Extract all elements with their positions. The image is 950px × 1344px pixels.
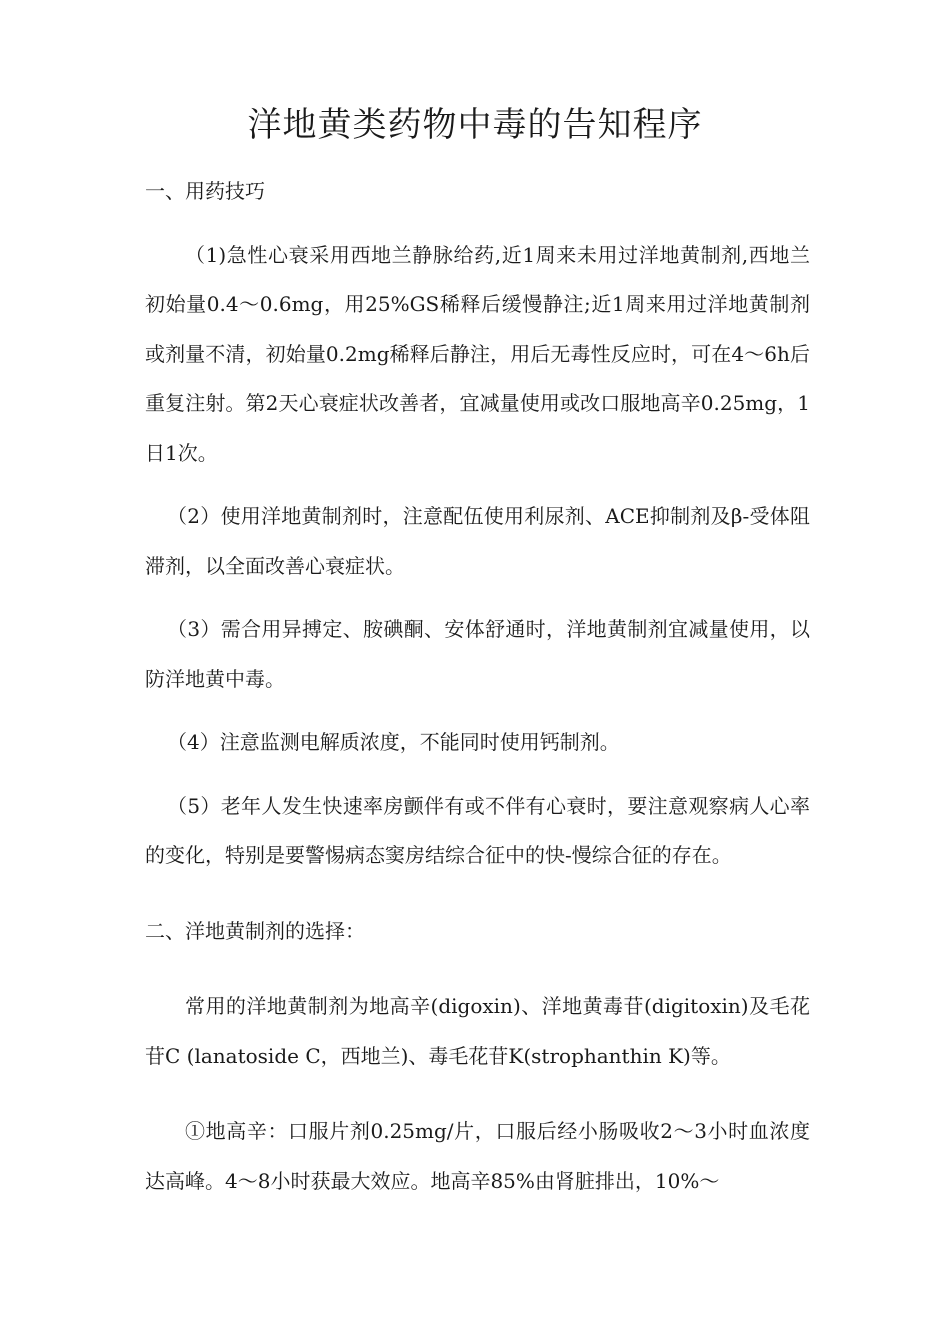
paragraph-item-3: （3）需合用异搏定、胺碘酮、安体舒通时，洋地黄制剂宜减量使用，以防洋地黄中毒。: [145, 617, 810, 691]
section-heading-preparation-choice: 二、洋地黄制剂的选择：: [145, 918, 365, 943]
document-title: 洋地黄类药物中毒的告知程序: [247, 105, 703, 145]
paragraph-common-preparations: 常用的洋地黄制剂为地高辛(digoxin)、洋地黄毒苷(digitoxin)及毛花苷C (lanatoside C，西地兰)、毒毛花苷K(strophanthin K)等。: [145, 994, 810, 1068]
paragraph-item-4: （4）注意监测电解质浓度，不能同时使用钙制剂。: [167, 730, 620, 754]
section-heading-usage-tips: 一、用药技巧: [145, 179, 265, 203]
paragraph-item-5: （5）老年人发生快速率房颤伴有或不伴有心衰时，要注意观察病人心率的变化，特别是要警惕病态窦房结综合征中的快-慢综合征的存在。: [145, 793, 810, 867]
document-body: [145, 167, 810, 1206]
paragraph-item-2: （2）使用洋地黄制剂时，注意配伍使用利尿剂、ACE抑制剂及β-受体阻滞剂，以全面改善心衰症状。: [145, 504, 810, 578]
paragraph-item-1: （1)急性心衰采用西地兰静脉给药,近1周来未用过洋地黄制剂,西地兰初始量0.4～0.6mg，用25%GS稀释后缓慢静注;近1周来用过洋地黄制剂或剂量不清，初始量0.2mg稀释后静注，用后无毒性反应时，可在4～6h后重复注射。第2天心衰症状改善者，宜减量使用或改口服地高辛0.25mg，1日1次。: [145, 242, 810, 465]
paragraph-digoxin: ①地高辛：口服片剂0.25mg/片，口服后经小肠吸收2～3小时血浓度达高峰。4～8小时获最大效应。地高辛85%由肾脏排出，10%～: [145, 1119, 810, 1193]
